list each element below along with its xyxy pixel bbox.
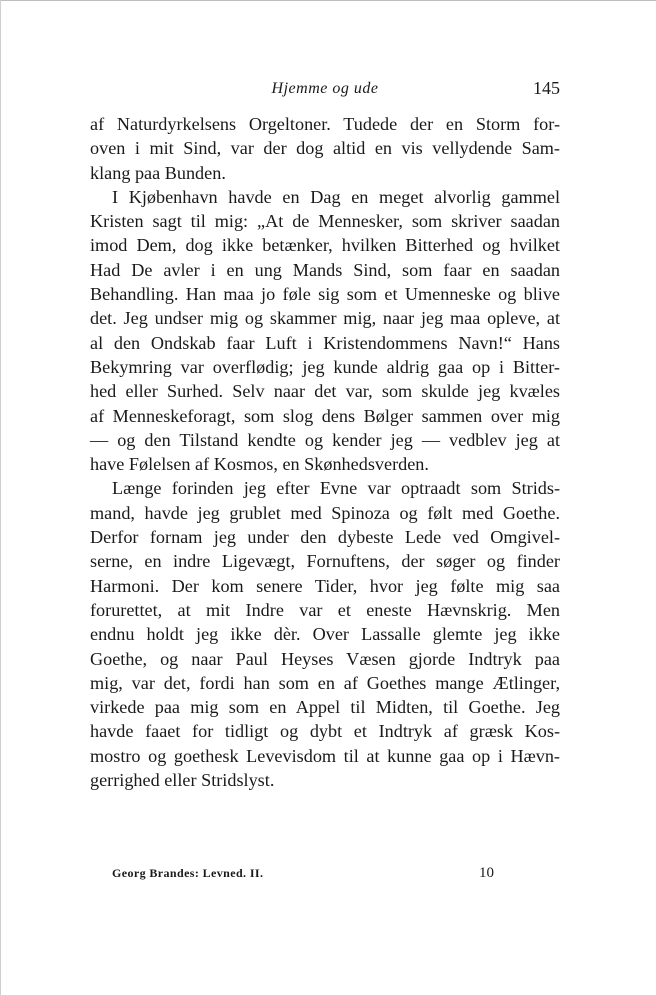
text-line: hed eller Surhed. Selv naar det var, som skulde jeg kvæles: [90, 381, 560, 402]
text-line: af Naturdyrkelsens Orgeltoner. Tudede der en Storm for-: [90, 114, 560, 134]
text-line: havde faaet for tidligt og dybt et Indtryk af græsk Kos-: [90, 721, 560, 742]
text-line: Derfor fornam jeg under den dybeste Lede ved Omgivel-: [90, 527, 560, 548]
page-footer: [112, 866, 494, 884]
text-line: Behandling. Han maa jo føle sig som et Umenneske og blive: [90, 284, 560, 305]
text-line: serne, en indre Ligevægt, Fornuftens, der søger og finder: [90, 551, 560, 572]
text-line: — og den Tilstand kendte og kender jeg — vedblev jeg at: [90, 429, 560, 450]
page-number: 145: [533, 78, 560, 98]
text-line: imod Dem, dog ikke betænker, hvilken Bitterhed og hvilket: [90, 235, 560, 256]
text-line: Længe forinden jeg efter Evne var optraadt som Strids-: [112, 478, 560, 499]
text-line: Had De avler i en ung Mands Sind, som faar en saadan: [90, 259, 560, 280]
running-title: Hjemme og ude: [271, 80, 379, 97]
text-line: mig, var det, fordi han som en af Goethes mange Ætlinger,: [90, 672, 560, 693]
page-edge-top: [0, 0, 656, 1]
text-line: have Følelsen af Kosmos, en Skønhedsverden.: [90, 454, 429, 475]
text-line: mostro og goethesk Levevisdom til at kunne gaa op i Hævn-: [90, 745, 560, 766]
page-edge-left: [0, 0, 1, 996]
text-line: virkede paa mig som en Appel til Midten, til Goethe. Jeg: [90, 697, 560, 718]
text-line: Harmoni. Der kom senere Tider, hvor jeg følte mig saa: [90, 575, 560, 596]
text-line: mand, havde jeg grublet med Spinoza og følt med Goethe.: [90, 502, 560, 523]
text-line: Kristen sagt til mig: „At de Mennesker, som skriver saadan: [90, 211, 560, 232]
text-line: det. Jeg undser mig og skammer mig, naar jeg maa opleve, at: [90, 308, 560, 329]
text-line: Goethe, og naar Paul Heyses Væsen gjorde Indtryk paa: [90, 648, 560, 669]
body-text: [90, 112, 560, 792]
text-line: klang paa Bunden.: [90, 162, 226, 183]
text-line: forurettet, at mit Indre var et eneste Hævnskrig. Men: [90, 599, 560, 620]
running-head: [90, 78, 560, 100]
text-line: gerrighed eller Stridslyst.: [90, 770, 275, 791]
text-line: oven i mit Sind, var der dog altid en vis vellydende Sam-: [90, 138, 560, 159]
text-line: al den Ondskab faar Luft i Kristendommens Navn!“ Hans: [90, 332, 560, 353]
text-line: I Kjøbenhavn havde en Dag en meget alvorlig gammel: [112, 186, 560, 207]
text-line: Bekymring var overflødig; jeg kunde aldrig gaa op i Bitter-: [90, 356, 560, 377]
signature-line: Georg Brandes: Levned. II.: [112, 866, 264, 880]
text-line: endnu holdt jeg ikke dèr. Over Lassalle glemte jeg ikke: [90, 624, 560, 645]
text-line: af Menneskeforagt, som slog dens Bølger sammen over mig: [90, 405, 560, 426]
signature-mark: 10: [479, 865, 494, 881]
